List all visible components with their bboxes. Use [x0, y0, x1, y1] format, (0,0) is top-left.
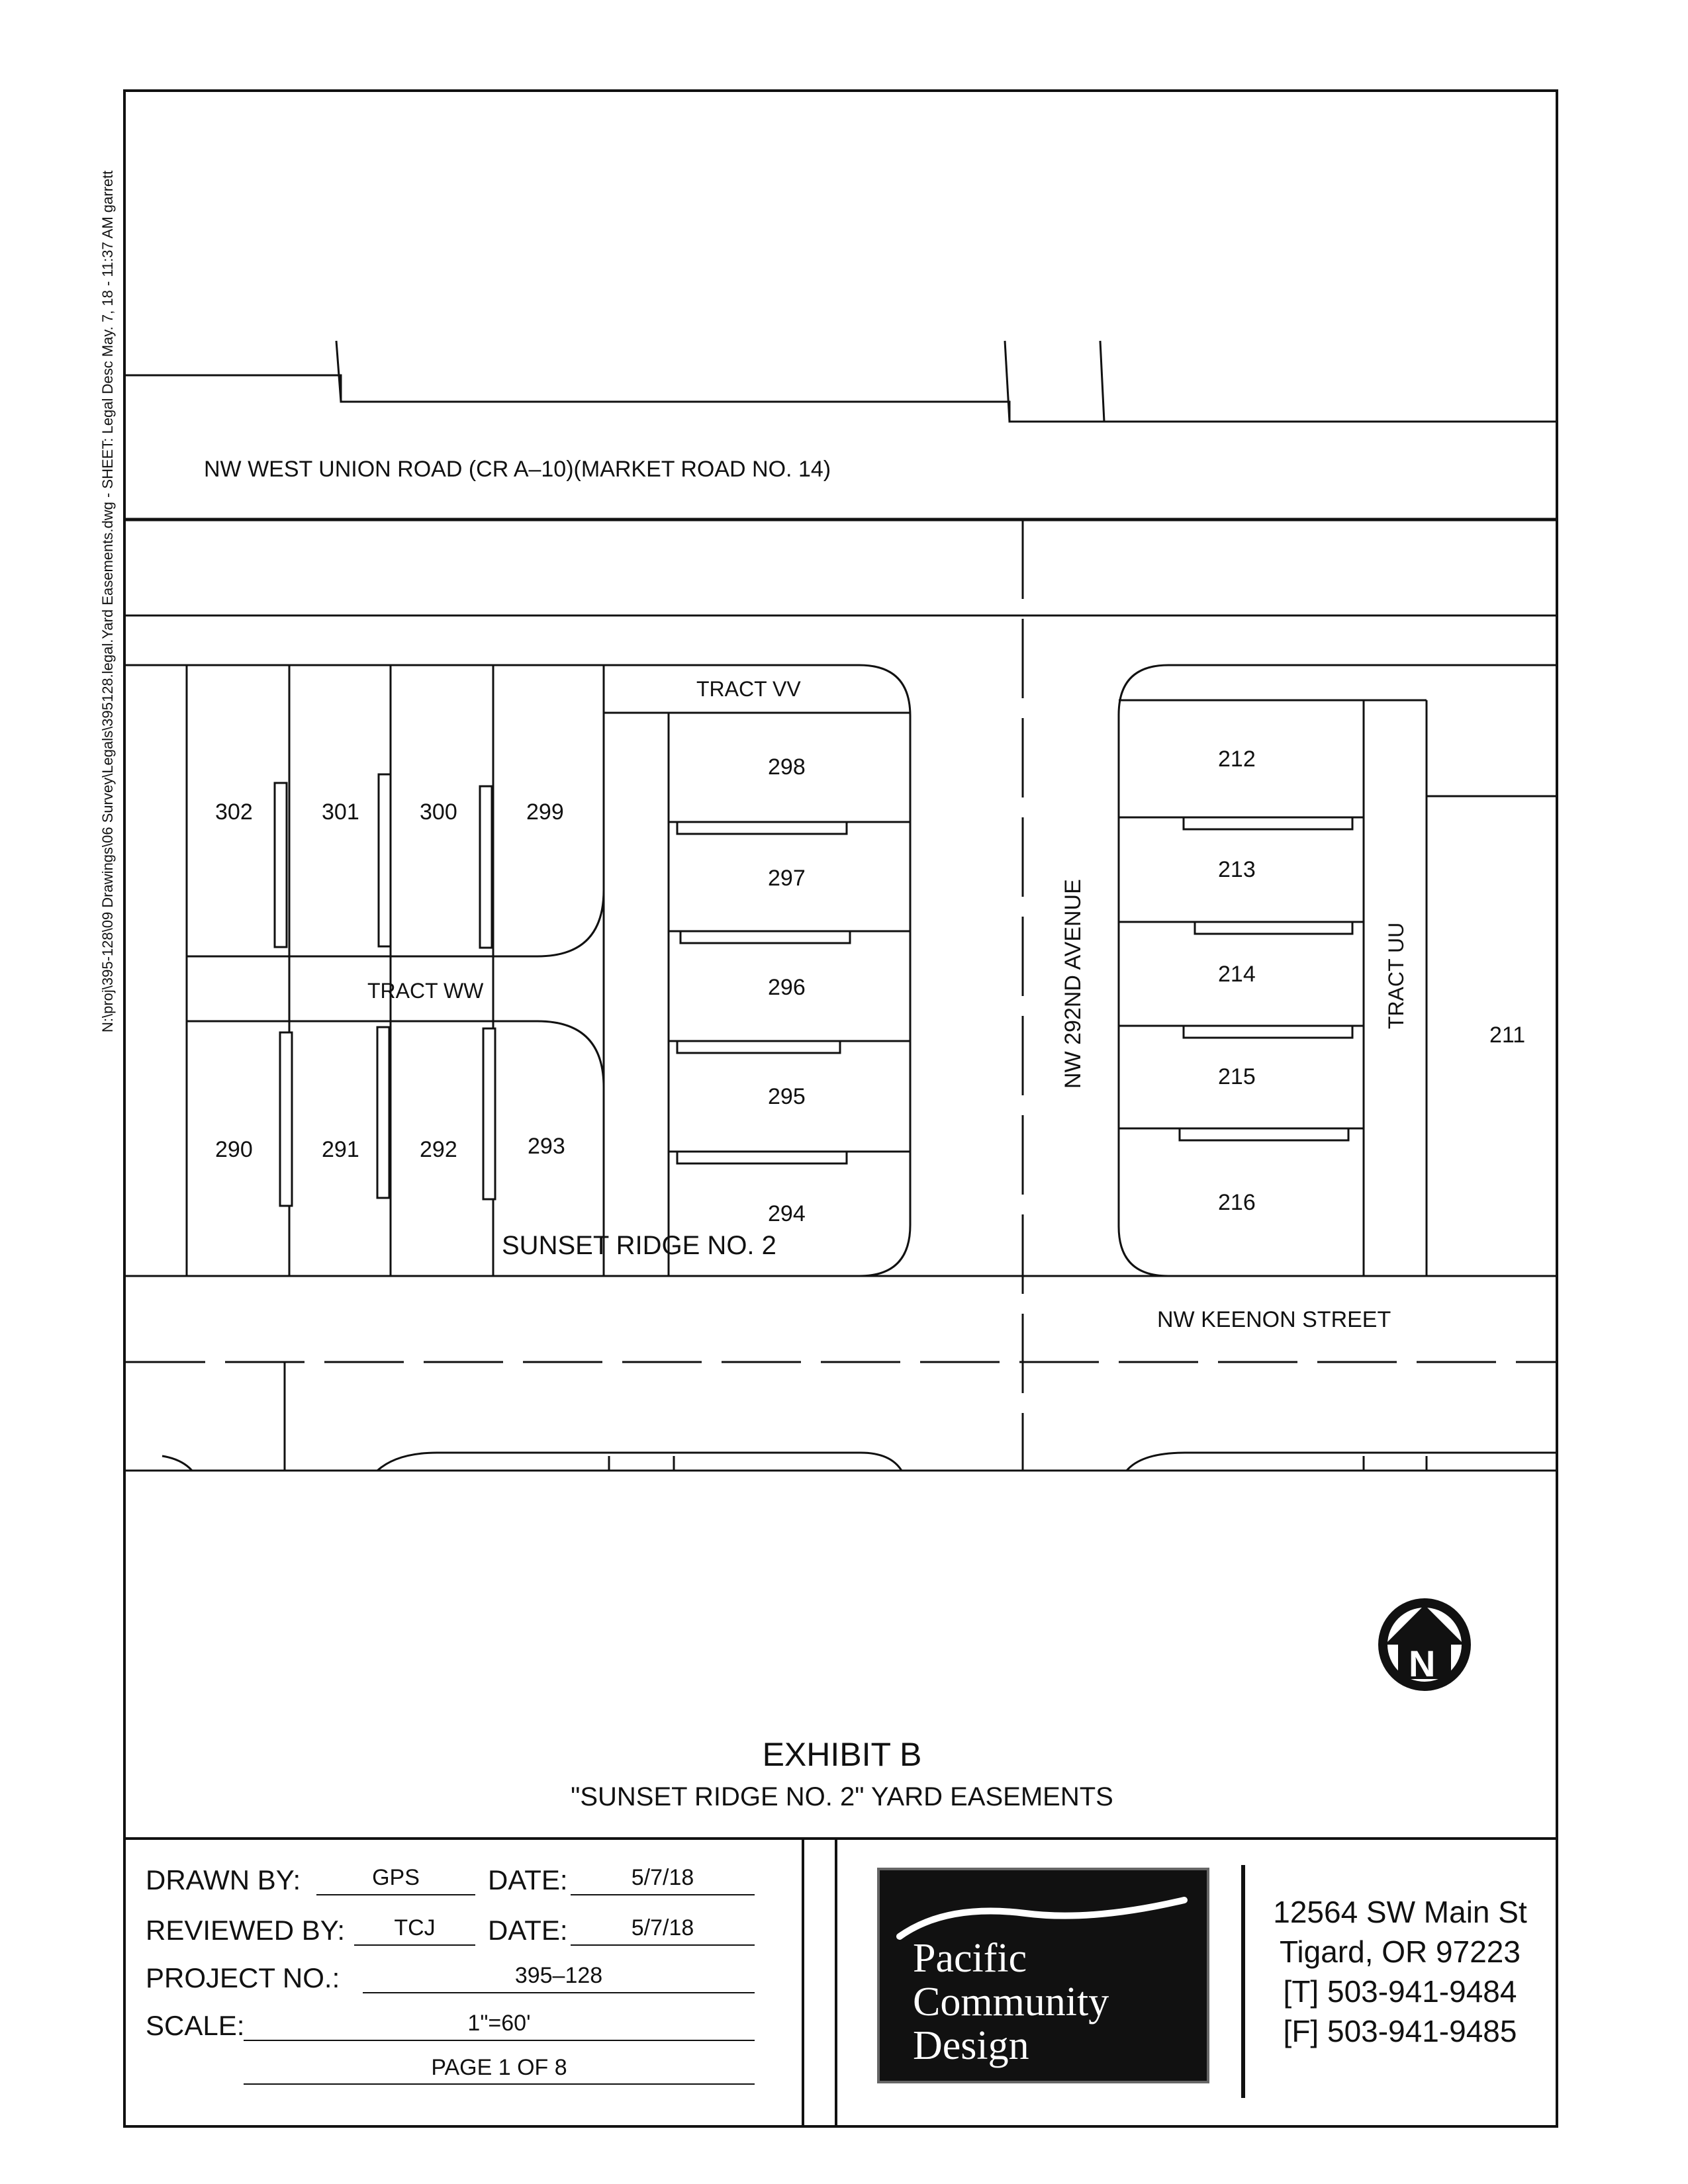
lot-number: 215	[1218, 1064, 1256, 1089]
drawn-date-label: DATE:	[488, 1864, 568, 1895]
easement-strip	[677, 822, 847, 834]
scale-label: SCALE:	[146, 2010, 245, 2041]
lot-number: 301	[322, 799, 359, 825]
easement-strip	[379, 774, 391, 946]
drawn-by-label: DRAWN BY:	[146, 1864, 301, 1895]
easement-strip	[377, 1027, 389, 1198]
east-block	[1119, 665, 1556, 1276]
company-address-street: 12564 SW Main St	[1273, 1895, 1527, 1929]
logo-text-line2: Community	[913, 1979, 1109, 2025]
tract-ww-label: TRACT WW	[367, 979, 484, 1003]
logo-text-line3: Design	[913, 2023, 1029, 2068]
easement-strip	[677, 1152, 847, 1163]
lot-number: 213	[1218, 857, 1256, 882]
lot-number: 295	[768, 1084, 806, 1109]
lot-number: 294	[768, 1201, 806, 1226]
lot-number: 291	[322, 1137, 359, 1162]
page-number: PAGE 1 OF 8	[431, 2055, 567, 2080]
lot-number: 216	[1218, 1190, 1256, 1215]
scale-value: 1"=60'	[467, 2011, 531, 2036]
lot-number: 292	[420, 1137, 457, 1162]
easement-strip	[680, 931, 850, 943]
lot-number: 302	[215, 799, 253, 825]
street-label-west-union: NW WEST UNION ROAD (CR A–10)(MARKET ROAD NO. 14)	[204, 457, 831, 482]
file-path-text: N:\proj\395-128\09 Drawings\06 Survey\Legals\395128.legal.Yard Easements.dwg - SHEET: Legal Desc May. 7, 18 - 11:37 AM garrett	[99, 170, 116, 1032]
tract-uu-label: TRACT UU	[1384, 922, 1408, 1029]
lot-number: 300	[420, 799, 457, 825]
drawn-date-value: 5/7/18	[631, 1865, 694, 1890]
easement-strip	[1184, 1026, 1352, 1038]
easement-strip	[1195, 922, 1352, 934]
lot-number: 298	[768, 754, 806, 780]
lot-number: 211	[1489, 1023, 1526, 1048]
company-logo	[877, 1868, 1209, 2083]
tract-vv-label: TRACT VV	[696, 677, 801, 701]
logo-text-line1: Pacific	[913, 1936, 1027, 1981]
project-no-value: 395–128	[514, 1963, 603, 1988]
lot-number: 297	[768, 866, 806, 891]
easement-strip	[275, 783, 287, 947]
subdivision-label: SUNSET RIDGE NO. 2	[502, 1231, 776, 1260]
company-phone: [T] 503-941-9484	[1283, 1974, 1517, 2009]
company-address-city: Tigard, OR 97223	[1280, 1934, 1521, 1969]
drawn-by-value: GPS	[372, 1865, 420, 1890]
lot-number: 296	[768, 975, 806, 1000]
reviewed-date-label: DATE:	[488, 1915, 568, 1946]
svg-text:N: N	[1409, 1643, 1436, 1684]
lot-number: 290	[215, 1137, 253, 1162]
sheet-border	[124, 91, 1557, 2126]
lot-number: 212	[1218, 747, 1256, 772]
reviewed-by-value: TCJ	[394, 1915, 436, 1940]
lot-number: 299	[526, 799, 564, 825]
lot-number: 293	[528, 1134, 565, 1159]
reviewed-by-label: REVIEWED BY:	[146, 1915, 346, 1946]
exhibit-title: EXHIBIT B	[762, 1736, 922, 1773]
easement-strip	[480, 786, 492, 948]
exhibit-subtitle: "SUNSET RIDGE NO. 2" YARD EASEMENTS	[571, 1782, 1113, 1811]
easement-strip	[280, 1032, 292, 1206]
lot-number: 214	[1218, 962, 1256, 987]
street-label-keenon: NW KEENON STREET	[1157, 1307, 1391, 1332]
easement-strip	[1180, 1128, 1348, 1140]
easement-strip	[677, 1041, 840, 1053]
easement-strip	[483, 1028, 495, 1199]
north-arrow-icon	[1378, 1598, 1471, 1691]
easement-strip	[1184, 817, 1352, 829]
project-no-label: PROJECT NO.:	[146, 1962, 340, 1993]
company-fax: [F] 503-941-9485	[1283, 2014, 1517, 2048]
reviewed-date-value: 5/7/18	[631, 1915, 694, 1940]
street-label-292nd: NW 292ND AVENUE	[1060, 879, 1086, 1089]
